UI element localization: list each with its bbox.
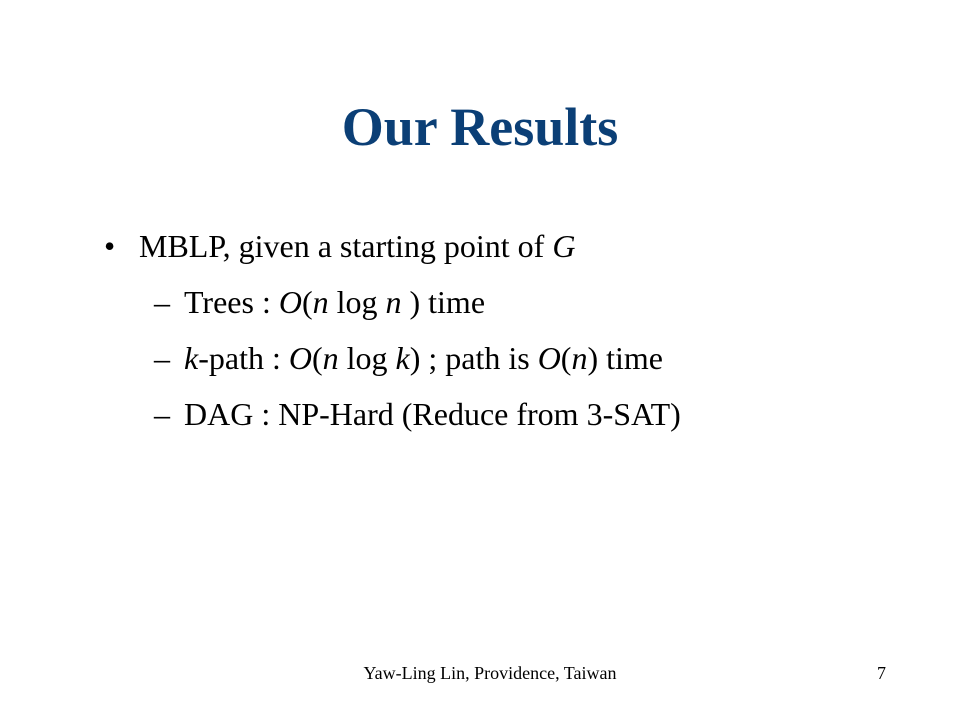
sub-bullet-text-k-path (184, 330, 663, 386)
text-segment: -path : (198, 340, 289, 376)
italic-segment: n (312, 284, 329, 320)
sub-bullet-item (0, 274, 960, 330)
italic-segment: k (184, 340, 199, 376)
bullet-text (139, 218, 575, 274)
sub-bullet-text-dag (184, 386, 681, 442)
page-number: 7 (877, 663, 886, 683)
italic-segment: n (322, 340, 339, 376)
text-segment: ) time (587, 340, 663, 376)
text-segment: ) time (401, 284, 486, 320)
italic-segment: G (552, 228, 576, 264)
sub-bullet-item (0, 386, 960, 442)
text-segment: log (328, 284, 386, 320)
italic-segment: O (288, 340, 312, 376)
sub-bullet-marker: – (154, 284, 170, 320)
slide-footer (0, 660, 960, 686)
italic-segment: k (395, 340, 410, 376)
footer-text: Yaw-Ling Lin, Providence, Taiwan (363, 663, 617, 683)
italic-segment: O (278, 284, 302, 320)
bullet-marker: • (104, 228, 116, 264)
bullet-list (0, 218, 960, 442)
sub-bullet-marker: – (154, 396, 170, 432)
slide-title: Our Results (341, 97, 619, 157)
italic-segment: O (537, 340, 561, 376)
sub-bullet-text-trees (184, 274, 485, 330)
bullet-item (0, 218, 960, 274)
text-segment: log (338, 340, 396, 376)
text-segment: Trees : (184, 284, 279, 320)
text-segment: ) ; path is (409, 340, 538, 376)
text-segment: ( (301, 284, 313, 320)
sub-bullet-item (0, 330, 960, 386)
text-segment: ( (560, 340, 572, 376)
text-segment: DAG : NP-Hard (Reduce from 3-SAT) (184, 396, 681, 432)
italic-segment: n (571, 340, 588, 376)
italic-segment: n (385, 284, 402, 320)
text-segment: MBLP, given a starting point of (139, 228, 553, 264)
sub-bullet-marker: – (154, 340, 170, 376)
text-segment: ( (311, 340, 323, 376)
